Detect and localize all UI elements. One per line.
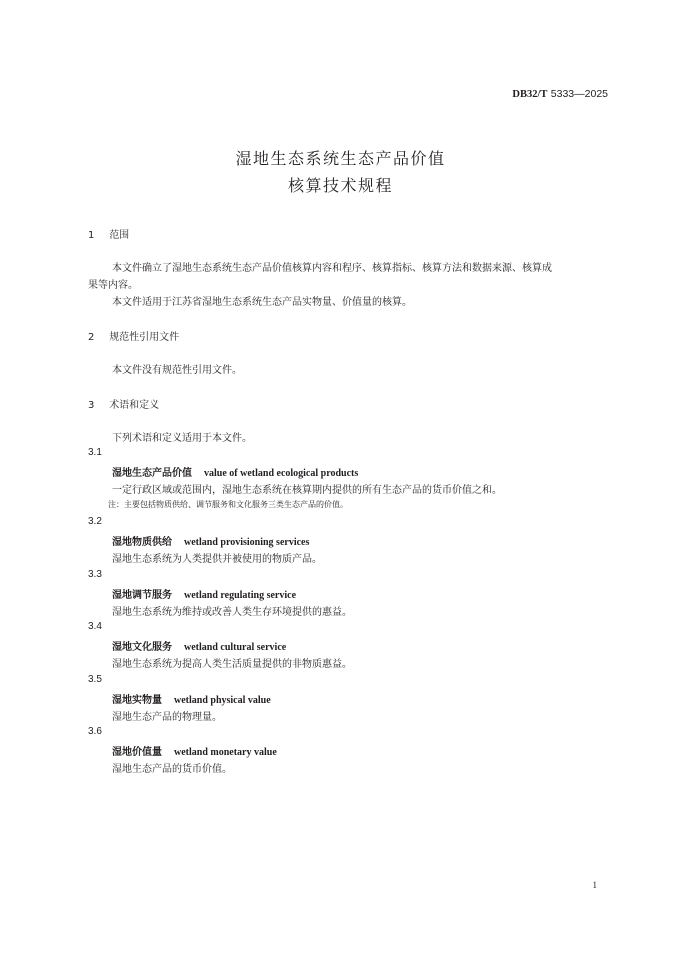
paragraph-text: 本文件没有规范性引用文件。 — [112, 365, 242, 376]
document-title-line-1: 湿地生态系统生态产品价值 — [235, 149, 446, 168]
term-number: 3.4 — [88, 621, 102, 632]
term-definition: 一定行政区域或范围内，湿地生态系统在核算期内提供的所有生态产品的货币价值之和。 — [112, 485, 502, 496]
term-heading — [112, 586, 296, 601]
term-number: 3.1 — [88, 447, 102, 458]
section-title: 术语和定义 — [109, 400, 160, 411]
term-english: wetland cultural service — [184, 642, 287, 653]
term-english: wetland physical value — [174, 695, 271, 706]
paragraph-text: 果等内容。 — [88, 280, 138, 291]
section-heading-normative-references — [88, 328, 179, 343]
term-english: wetland regulating service — [184, 590, 297, 601]
term-note: 注：主要包括物质供给、调节服务和文化服务三类生态产品的价值。 — [108, 500, 348, 509]
term-chinese: 湿地实物量 — [112, 695, 162, 706]
standard-number: 5333—2025 — [550, 88, 608, 100]
section-number: 2 — [88, 332, 95, 343]
term-heading — [112, 464, 358, 479]
term-heading — [112, 533, 309, 548]
term-chinese: 湿地调节服务 — [112, 590, 172, 601]
document-number — [512, 88, 608, 100]
section-title: 范围 — [109, 230, 130, 241]
paragraph-text: 本文件确立了湿地生态系统生态产品价值核算内容和程序、核算指标、核算方法和数据来源、核算成 — [112, 263, 552, 274]
term-english: wetland monetary value — [174, 747, 277, 758]
term-chinese: 湿地文化服务 — [112, 642, 172, 653]
term-number: 3.3 — [88, 569, 102, 580]
term-definition: 湿地生态系统为提高人类生活质量提供的非物质惠益。 — [112, 659, 352, 670]
section-number: 1 — [88, 230, 95, 241]
term-chinese: 湿地生态产品价值 — [112, 468, 192, 479]
term-number: 3.5 — [88, 674, 102, 685]
term-definition: 湿地生态产品的货币价值。 — [112, 764, 232, 775]
term-chinese: 湿地价值量 — [112, 747, 162, 758]
section-title: 规范性引用文件 — [109, 332, 180, 343]
term-heading — [112, 638, 286, 653]
term-number: 3.6 — [88, 726, 102, 737]
term-english: wetland provisioning services — [184, 537, 310, 548]
page-number: 1 — [592, 880, 597, 890]
section-heading-terms-definitions — [88, 396, 159, 411]
term-english: value of wetland ecological products — [204, 468, 359, 479]
term-definition: 湿地生态产品的物理量。 — [112, 712, 222, 723]
term-chinese: 湿地物质供给 — [112, 537, 172, 548]
paragraph-text: 本文件适用于江苏省湿地生态系统生态产品实物量、价值量的核算。 — [112, 297, 412, 308]
standard-prefix: DB32/T — [512, 89, 548, 100]
document-title-line-2: 核算技术规程 — [287, 176, 393, 195]
term-number: 3.2 — [88, 516, 102, 527]
term-definition: 湿地生态系统为人类提供并被使用的物质产品。 — [112, 554, 322, 565]
paragraph-text: 下列术语和定义适用于本文件。 — [112, 433, 252, 444]
term-heading — [112, 691, 271, 706]
term-definition: 湿地生态系统为维持或改善人类生存环境提供的惠益。 — [112, 607, 352, 618]
section-number: 3 — [88, 400, 95, 411]
section-heading-scope — [88, 226, 129, 241]
term-heading — [112, 743, 277, 758]
